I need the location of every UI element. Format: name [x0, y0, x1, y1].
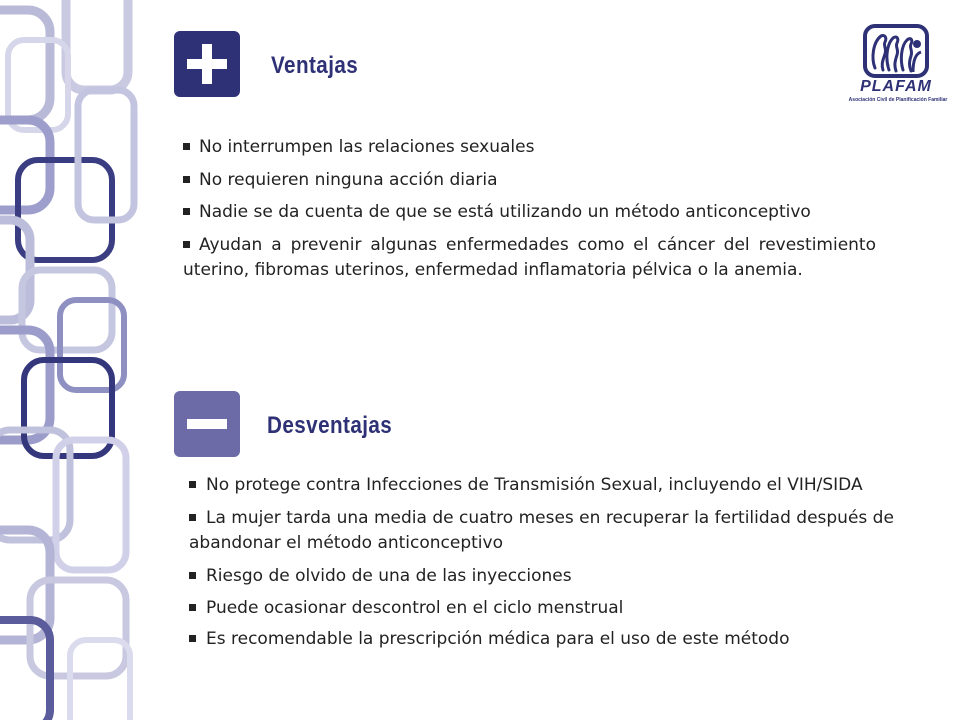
logo-name: PLAFAM [860, 78, 932, 95]
list-item: Riesgo de olvido de una de las inyecciones [189, 564, 901, 589]
disadvantages-list [189, 473, 901, 652]
list-item: Ayudan a prevenir algunas enfermedades como el cáncer del revestimiento uterino, fibromas uterinos, enfermedad inflamatoria pélvica o la anemia. [183, 233, 876, 283]
logo-tagline: Asociación Civil de Planificación Familiar [848, 97, 948, 103]
plus-sign-icon [174, 31, 240, 97]
list-item: Nadie se da cuenta de que se está utilizando un método anticonceptivo [183, 200, 876, 225]
decorative-pattern [0, 0, 200, 720]
disadvantages-title: Desventajas [267, 412, 393, 439]
advantages-list [183, 135, 876, 283]
plafam-logo [848, 24, 948, 108]
list-item: Es recomendable la prescripción médica para el uso de este método [189, 627, 901, 652]
faces-logo-icon [863, 24, 929, 78]
advantages-title: Ventajas [271, 52, 359, 79]
list-item: Puede ocasionar descontrol en el ciclo menstrual [189, 596, 901, 621]
list-item: La mujer tarda una media de cuatro meses en recuperar la fertilidad después de abandonar el método anticonceptivo [189, 506, 901, 556]
list-item: No interrumpen las relaciones sexuales [183, 135, 876, 160]
list-item: No protege contra Infecciones de Transmisión Sexual, incluyendo el VIH/SIDA [189, 473, 901, 498]
minus-sign-icon [174, 391, 240, 457]
list-item: No requieren ninguna acción diaria [183, 168, 876, 193]
